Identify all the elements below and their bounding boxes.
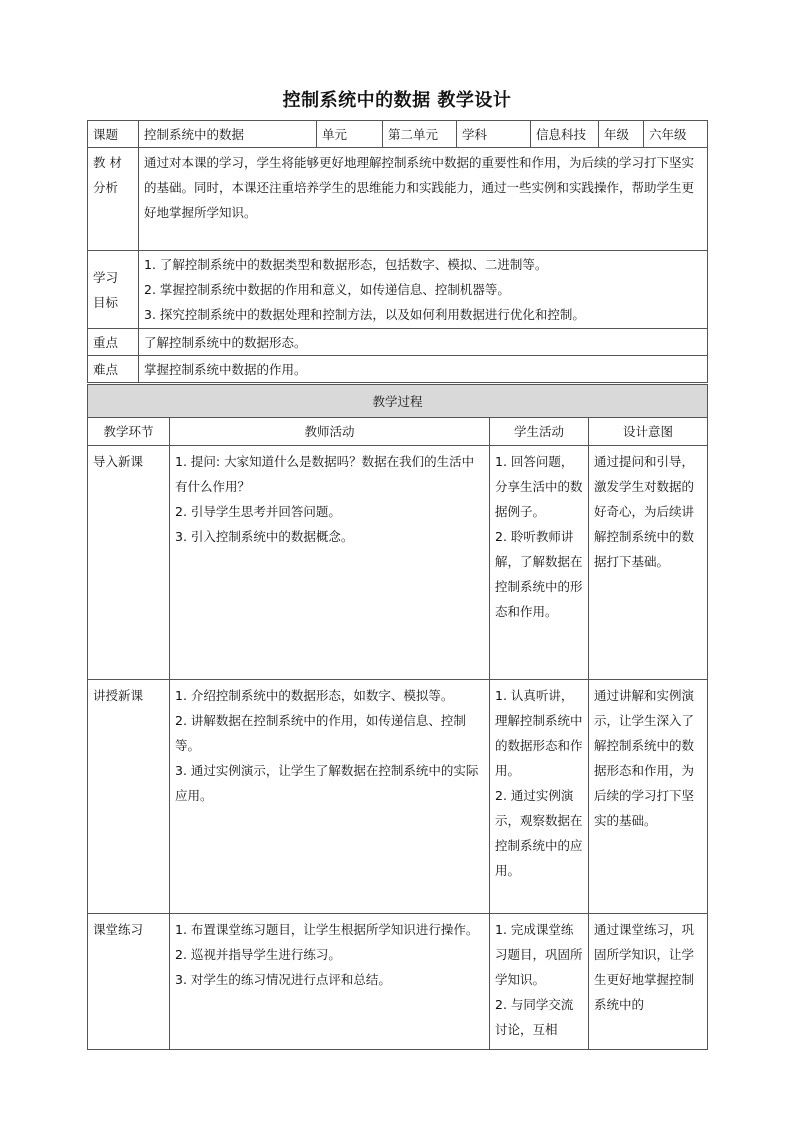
analysis-text: 通过对本课的学习，学生将能够更好地理解控制系统中数据的重要性和作用，为后续的学习打下坚实的基础。同时，本课还注重培养学生的思维能力和实践能力，通过一些实例和实践操作，帮助学生更好地掌握所学知识。 [139, 148, 708, 251]
objective-item: 3. 探究控制系统中的数据处理和控制方法，以及如何利用数据进行优化和控制。 [144, 307, 585, 322]
stage-cell: 讲授新课 [88, 680, 170, 914]
teacher-activity-cell [170, 446, 490, 680]
column-header-teacher: 教师活动 [170, 418, 490, 446]
design-intent-cell: 通过讲解和实例演示，让学生深入了解控制系统中的数据形态和作用，为后续的学习打下坚实的基础。 [589, 680, 708, 914]
unit-label: 单元 [317, 121, 383, 148]
teacher-step: 1. 介绍控制系统中的数据形态，如数字、模拟等。 [175, 688, 454, 703]
design-intent-cell: 通过提问和引导，激发学生对数据的好奇心，为后续讲解控制系统中的数据打下基础。 [589, 446, 708, 680]
analysis-label-line1: 教 材 [93, 155, 122, 170]
student-step: 2. 与同学交流讨论，互相 [495, 997, 574, 1037]
difficulty-label: 难点 [88, 356, 139, 383]
table-row [88, 680, 708, 914]
teacher-step: 2. 巡视并指导学生进行练习。 [175, 947, 341, 962]
lesson-info-table [87, 120, 708, 383]
teacher-step: 3. 通过实例演示，让学生了解数据在控制系统中的实际应用。 [175, 763, 479, 803]
objective-item: 2. 掌握控制系统中数据的作用和意义，如传递信息、控制机器等。 [144, 282, 510, 297]
table-row [88, 914, 708, 1050]
teacher-step: 2. 讲解数据在控制系统中的作用，如传递信息、控制等。 [175, 713, 466, 753]
column-header-stage: 教学环节 [88, 418, 170, 446]
difficulty-text: 掌握控制系统中数据的作用。 [139, 356, 708, 383]
objectives-label [88, 251, 139, 329]
column-header-student: 学生活动 [490, 418, 589, 446]
key-point-label: 重点 [88, 329, 139, 356]
analysis-label-line2: 分析 [93, 180, 119, 195]
student-step: 1. 完成课堂练习题目，巩固所学知识。 [495, 922, 583, 987]
topic-label: 课题 [88, 121, 139, 148]
column-header-intent: 设计意图 [589, 418, 708, 446]
key-point-text: 了解控制系统中的数据形态。 [139, 329, 708, 356]
page-title: 控制系统中的数据 教学设计 [282, 90, 512, 111]
objectives-list [139, 251, 708, 329]
teacher-activity-cell [170, 680, 490, 914]
teacher-step: 1. 布置课堂练习题目，让学生根据所学知识进行操作。 [175, 922, 479, 937]
teaching-process-table [87, 384, 708, 1050]
analysis-label [88, 148, 139, 251]
student-step: 2. 聆听教师讲解，了解数据在控制系统中的形态和作用。 [495, 529, 583, 619]
grade-label: 年级 [599, 121, 644, 148]
student-activity-cell [490, 446, 589, 680]
topic-value: 控制系统中的数据 [139, 121, 317, 148]
student-step: 2. 通过实例演示，观察数据在控制系统中的应用。 [495, 788, 583, 878]
design-intent-cell: 通过课堂练习，巩固所学知识，让学生更好地掌握控制系统中的 [589, 914, 708, 1050]
teacher-step: 1. 提问: 大家知道什么是数据吗？数据在我们的生活中有什么作用？ [175, 454, 475, 494]
process-header: 教学过程 [88, 385, 708, 418]
teacher-activity-cell [170, 914, 490, 1050]
student-step: 1. 认真听讲，理解控制系统中的数据形态和作用。 [495, 688, 583, 778]
teacher-step: 3. 引入控制系统中的数据概念。 [175, 529, 354, 544]
objectives-label-line1: 学习 [93, 269, 119, 285]
student-activity-cell [490, 914, 589, 1050]
objectives-label-line2: 目标 [93, 294, 119, 310]
student-step: 1. 回答问题，分享生活中的数据例子。 [495, 454, 583, 519]
objective-item: 1. 了解控制系统中的数据类型和数据形态，包括数字、模拟、二进制等。 [144, 257, 548, 272]
unit-value: 第二单元 [383, 121, 457, 148]
subject-value: 信息科技 [531, 121, 599, 148]
teacher-step: 2. 引导学生思考并回答问题。 [175, 504, 341, 519]
table-row [88, 446, 708, 680]
student-activity-cell [490, 680, 589, 914]
stage-cell: 课堂练习 [88, 914, 170, 1050]
grade-value: 六年级 [644, 121, 708, 148]
stage-cell: 导入新课 [88, 446, 170, 680]
teacher-step: 3. 对学生的练习情况进行点评和总结。 [175, 972, 391, 987]
subject-label: 学科 [457, 121, 531, 148]
